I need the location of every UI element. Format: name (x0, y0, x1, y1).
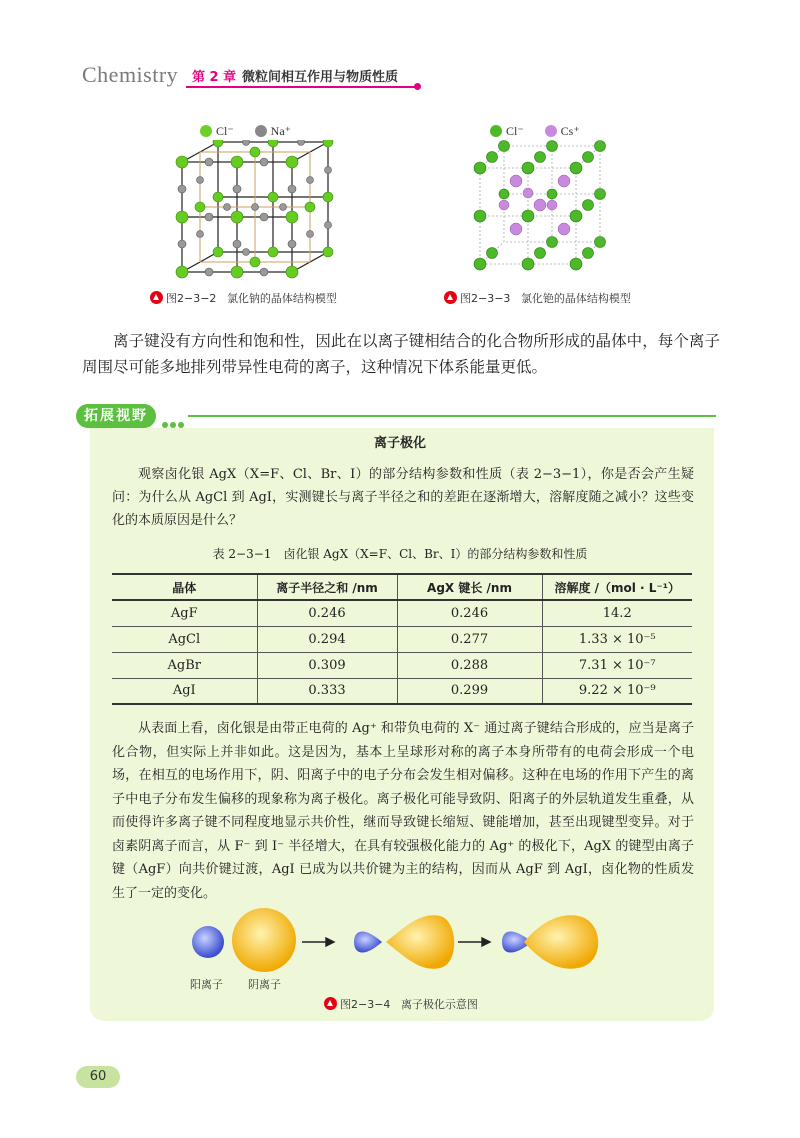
book-title: Chemistry (82, 62, 179, 87)
body-paragraph: 离子键没有方向性和饱和性，因此在以离子键相结合的化合物所形成的晶体中，每个离子周围尽可能多地排列带异性电荷的离子，这种情况下体系能量更低。 (82, 332, 720, 376)
table-cell: 0.309 (257, 652, 397, 678)
page-number: 60 (76, 1066, 120, 1088)
table-cell: 9.22 × 10⁻⁹ (542, 678, 692, 704)
table-cell: AgBr (112, 652, 257, 678)
extension-badge: 拓展视野 (76, 404, 156, 428)
table-header-cell: 离子半径之和 /nm (257, 574, 397, 600)
fig1-legend-cl: Cl⁻ (216, 124, 234, 138)
figure-marker-icon (444, 291, 457, 304)
cl-ion-legend-icon (200, 125, 212, 137)
cation-label: 阳离子 (190, 978, 223, 991)
table-cell: 14.2 (542, 600, 692, 626)
page-header (82, 58, 422, 94)
table-cell: 7.31 × 10⁻⁷ (542, 652, 692, 678)
table-cell: AgI (112, 678, 257, 704)
fig2-legend-cl: Cl⁻ (506, 124, 524, 138)
figure-marker-icon (150, 291, 163, 304)
fig2-caption-text: 氯化铯的晶体结构模型 (520, 292, 631, 305)
table-row (112, 626, 692, 652)
cs-ion-legend-icon (545, 125, 557, 137)
chapter-label: 第 2 章 (192, 70, 237, 85)
polarized-anion (386, 915, 454, 969)
cl-ion-legend-icon (490, 125, 502, 137)
table-cell: AgF (112, 600, 257, 626)
table-cell: 0.299 (397, 678, 542, 704)
fig1-caption (150, 290, 337, 306)
strongly-polarized-anion (524, 915, 598, 968)
table-header-cell: AgX 键长 /nm (397, 574, 542, 600)
table-cell: 1.33 × 10⁻⁵ (542, 626, 692, 652)
na-ion-legend-icon (255, 125, 267, 137)
extension-title: 离子极化 (373, 436, 426, 451)
table-cell: AgCl (112, 626, 257, 652)
header-rule-dot (414, 83, 421, 90)
table-cell: 0.246 (257, 600, 397, 626)
figure-marker-icon (324, 997, 337, 1010)
anion-sphere (232, 908, 296, 972)
fig2-legend-cs: Cs⁺ (560, 124, 580, 138)
extension-header (76, 404, 716, 430)
extension-intro: 观察卤化银 AgX（X=F、Cl、Br、I）的部分结构参数和性质（表 2−3−1），你是否会产生疑问：为什么从 AgCl 到 AgI，实测键长与离子半径之和的差距在逐渐增大，溶解度随之减小？这些变化的本质原因是什么？ (112, 467, 694, 528)
cscl-crystal-figure (470, 140, 610, 276)
table-caption: 表 2−3−1 卤化银 AgX（X=F、Cl、Br、I）的部分结构参数和性质 (212, 547, 588, 561)
fig1-caption-text: 氯化钠的晶体结构模型 (226, 292, 337, 305)
table-header-cell: 晶体 (112, 574, 257, 600)
fig4-caption-id: 图2−3−4 (340, 998, 391, 1011)
header-rule (186, 86, 416, 88)
table-cell: 0.294 (257, 626, 397, 652)
fig2-caption-id: 图2−3−3 (460, 292, 511, 305)
table-header-row (112, 574, 692, 600)
cation-sphere (192, 926, 224, 958)
table-cell: 0.288 (397, 652, 542, 678)
fig4-caption (324, 996, 478, 1012)
fig2-caption (444, 290, 631, 306)
polarized-cation (354, 931, 382, 952)
fig1-legend-na: Na⁺ (270, 124, 291, 138)
fig2-legend (490, 124, 580, 139)
table-cell: 0.333 (257, 678, 397, 704)
table-cell: 0.277 (397, 626, 542, 652)
table-row (112, 600, 692, 626)
anion-label: 阴离子 (248, 978, 281, 991)
fig1-caption-id: 图2−3−2 (166, 292, 217, 305)
table-cell: 0.246 (397, 600, 542, 626)
nacl-crystal-figure (168, 140, 338, 280)
fig4-caption-text: 离子极化示意图 (400, 998, 478, 1011)
chapter-title: 微粒间相互作用与物质性质 (242, 70, 399, 85)
ion-polarization-figure (186, 906, 616, 980)
silver-halide-table (112, 573, 692, 705)
table-row (112, 678, 692, 704)
fig1-legend (200, 124, 291, 139)
table-header-cell: 溶解度 /（mol · L⁻¹） (542, 574, 692, 600)
extension-rule (188, 415, 716, 417)
extension-explanation: 从表面上看，卤化银是由带正电荷的 Ag⁺ 和带负电荷的 X⁻ 通过离子键结合形成的，应当是离子化合物，但实际上并非如此。这是因为，基本上呈球形对称的离子本身所带有的电荷会形成一个电场，在相互的电场作用下，阴、阳离子中的电子分布会发生相对偏移。这种在电场的作用下产生的离子中电子分布发生偏移的现象称为离子极化。离子极化可能导致阴、阳离子的外层轨道发生重叠，从而使得许多离子键不同程度地显示共价性，继而导致键长缩短、键能增加，甚至出现键型变异。对于卤素阴离子而言，从 F⁻ 到 I⁻ 半径增大，在具有较强极化能力的 Ag⁺ 的极化下，AgX 的键型由离子键（AgF）向共价键过渡，AgI 已成为以共价键为主的结构，因而从 AgF 到 AgI，卤化物的性质发生了一定的变化。 (112, 721, 694, 901)
table-row (112, 652, 692, 678)
